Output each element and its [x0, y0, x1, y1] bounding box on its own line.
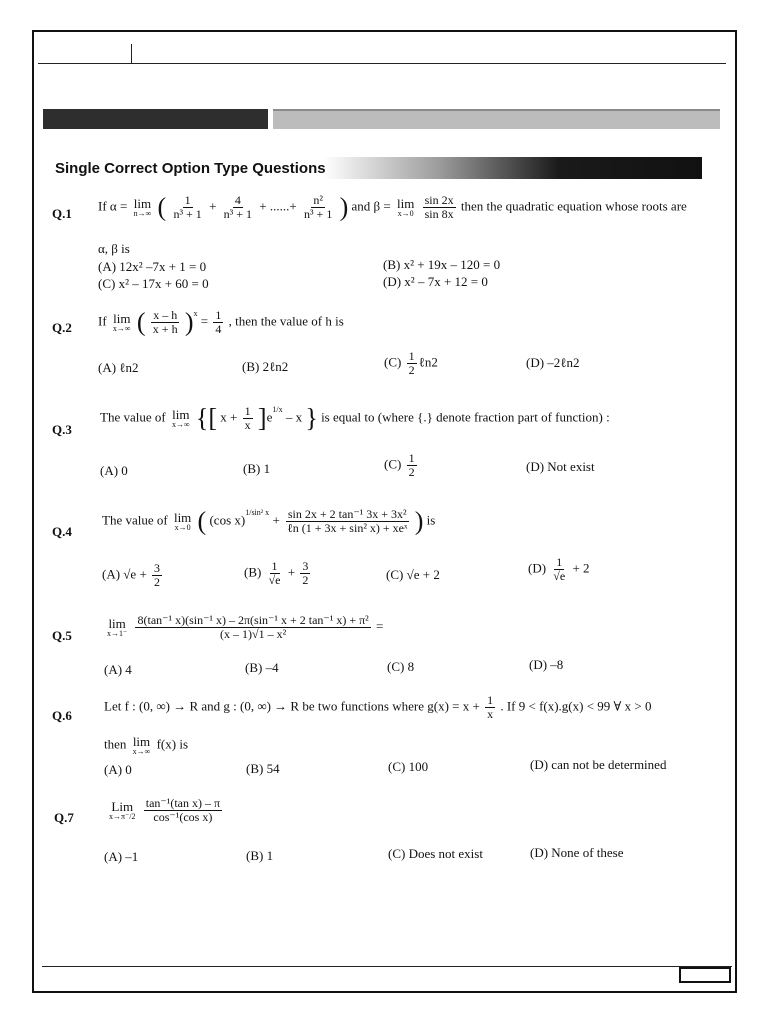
- option-c: (C) $\frac{1}{2}$: [384, 451, 415, 480]
- option-a: (A) 0: [104, 762, 132, 777]
- question-stem: The value of lim x→0 ( (cos x)$^{1/sin^2 x}$ + $\frac{\text{sin 2x + 2 tan⁻¹ 3x + 3x²}}{\text{ℓn (1 + 3x + sin² x) + xeˣ}}$ ) is: [102, 506, 436, 536]
- option-d: (D) can not be determined: [530, 757, 667, 772]
- option-c: (C) 100: [388, 759, 429, 774]
- option-a: (A) –1: [104, 849, 139, 864]
- question-stem: lim x→1⁻ $\frac{\text{8(tan⁻¹ x)(sin⁻¹ x) – 2π(sin⁻¹ x + 2 tan⁻¹ x) + π²}}{\text{(x – 1)√1 – x²}}$ =: [107, 613, 384, 642]
- option-b: (B) 54: [246, 761, 280, 776]
- question-stem: If lim x→∞ ( $\frac{x - h}{x + h}$ )$^x$ = $\frac{1}{4}$ , then the value of h is: [98, 307, 344, 337]
- option-d: (D) x² – 7x + 12 = 0: [383, 274, 488, 289]
- question-number: Q.4: [52, 524, 72, 539]
- option-a: (A) ℓn2: [98, 360, 139, 375]
- option-b: (B) 2ℓn2: [242, 359, 289, 374]
- option-d: (D) $\frac{1}{√e}$ + 2: [528, 555, 590, 584]
- option-c: (C) 8: [387, 659, 415, 674]
- option-a: (A) 4: [104, 662, 132, 677]
- question-number: Q.1: [52, 206, 72, 221]
- header-divider: [131, 44, 132, 63]
- header-rule: [38, 63, 726, 64]
- question-stem-continued: then lim x→∞ f(x) is: [104, 734, 189, 756]
- question-number: Q.7: [54, 810, 74, 825]
- question-stem: If α = lim n→∞ ( $\frac{1}{\text{n³ + 1}}$ + $\frac{4}{\text{n³ + 1}}$ + ......+ $\frac{\text{n²}}{\text{n³ + 1}}$ ) and β = lim x→0 $\frac{\sin 2x}{\sin 8x}$ then the quadratic equation whose roots are: [98, 192, 687, 222]
- option-d: (D) –8: [529, 657, 564, 672]
- option-a: (A) 0: [100, 463, 128, 478]
- option-a: (A) 12x² –7x + 1 = 0: [98, 259, 207, 274]
- question-stem: The value of lim x→∞ {[ x + $\frac{1}{x}$ ]$e^{1/x}$ – x } is equal to (where {.} denote fraction part of function) :: [100, 403, 610, 433]
- question-stem: Let f : (0, ∞) → R and g : (0, ∞) → R be two functions where g(x) = x + $\frac{1}{x}$ . If 9 < f(x).g(x) < 99 ∀ x > 0: [104, 693, 652, 722]
- option-c: (C) $\frac{1}{2}$ ℓn2: [384, 349, 438, 378]
- footer-rule: [42, 966, 732, 967]
- option-d: (D) –2ℓn2: [526, 355, 580, 370]
- section-title: Single Correct Option Type Questions: [55, 160, 326, 177]
- question-stem: Lim x→π⁻/2 $\frac{\text{tan⁻¹(tan x) – π}}{\text{cos⁻¹(cos x)}}$: [109, 796, 221, 825]
- question-number: Q.6: [52, 708, 72, 723]
- option-d: (D) Not exist: [526, 459, 595, 474]
- question-number: Q.2: [52, 320, 72, 335]
- option-a: (A) √e + $\frac{3}{2}$: [102, 561, 161, 590]
- question-stem-continued: α, β is: [98, 241, 130, 256]
- option-d: (D) None of these: [530, 845, 624, 860]
- header-dark-bar: [43, 109, 268, 129]
- option-c: (C) x² – 17x + 60 = 0: [98, 276, 209, 291]
- question-number: Q.3: [52, 422, 72, 437]
- option-b: (B) –4: [245, 660, 279, 675]
- option-b: (B) 1: [243, 461, 271, 476]
- header-light-bar: [273, 109, 720, 129]
- option-c: (C) Does not exist: [388, 846, 483, 861]
- option-c: (C) √e + 2: [386, 567, 440, 582]
- question-number: Q.5: [52, 628, 72, 643]
- page-number-box: [679, 967, 731, 983]
- option-b: (B) $\frac{1}{√e}$ + $\frac{3}{2}$: [244, 559, 309, 588]
- option-b: (B) x² + 19x – 120 = 0: [383, 257, 501, 272]
- option-b: (B) 1: [246, 848, 274, 863]
